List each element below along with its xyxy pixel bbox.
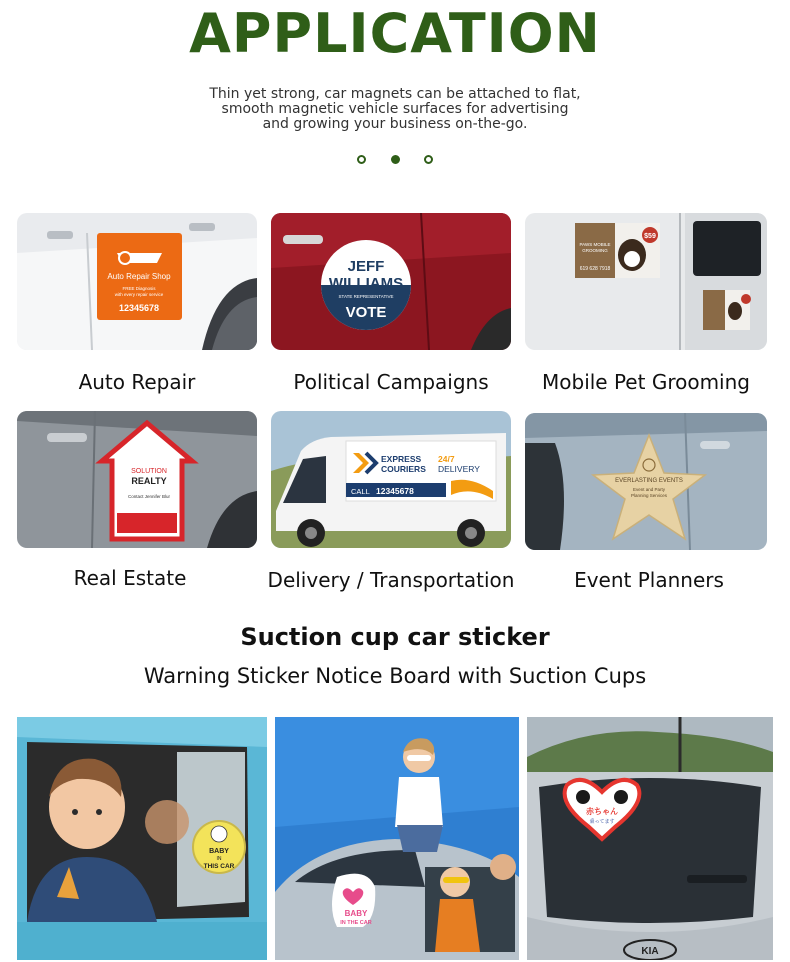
delivery-sign-line1: EXPRESS [381,454,422,464]
event-sign-sub1: Event and Party [632,487,666,492]
auto-repair-sign-title: Auto Repair Shop [107,272,171,281]
real-estate-sign-line1: SOLUTION [131,468,167,475]
photo2-sign-line2: IN THE CAR [340,920,372,926]
delivery-sign-tag2: DELIVERY [438,464,480,474]
delivery-sign-tag1: 24/7 [438,454,455,464]
political-sign-name2: WILLIAMS [328,275,404,292]
mobile-pet-grooming-image [525,213,767,350]
delivery-sign-call: CALL [351,487,370,496]
caption-real-estate: Real Estate [73,566,187,590]
event-sign-title: EVERLASTING EVENTS [615,478,683,484]
political-sign-cta: VOTE [345,304,387,321]
photo1-sign-line1: BABY [209,848,229,855]
subtitle-line: and growing your business on-the-go. [262,116,528,132]
caption-political-campaigns: Political Campaigns [293,370,489,394]
subtitle-line: smooth magnetic vehicle surfaces for advertising [221,101,569,117]
suction-section-title: Suction cup car sticker [240,623,550,651]
auto-repair-sign-line1: FREE Diagnosis [122,286,156,291]
event-planners-image [525,413,767,550]
delivery-transportation-image [271,411,511,548]
delivery-sign-phone: 12345678 [376,486,414,496]
real-estate-image [17,411,257,548]
photo2-sign-line1: BABY [344,909,368,918]
pet-sign-price: $59 [644,233,656,240]
carousel-dots [0,151,790,169]
subtitle-line: Thin yet strong, car magnets can be attached to flat, [209,86,581,102]
suction-section-subtitle: Warning Sticker Notice Board with Suction Cups [143,664,647,688]
photo3-sign-line1: 赤ちゃん [586,807,618,816]
caption-mobile-pet-grooming: Mobile Pet Grooming [542,370,750,394]
carousel-dot-1[interactable] [357,155,366,164]
page-subtitle [0,87,790,132]
political-sign-name1: JEFF [347,258,385,275]
photo1-sign-line3: THIS CAR [203,863,235,870]
pet-sign-brand2: GROOMING [582,248,608,253]
suction-photo-kia-rear [527,717,773,960]
auto-repair-sign-line2: with every repair service [114,292,164,297]
pet-sign-brand1: PAWS MOBILE [579,242,611,247]
photo3-car-brand: KIA [641,946,659,957]
real-estate-sign-line2: REALTY [131,476,167,486]
auto-repair-sign-phone: 12345678 [118,303,160,313]
auto-repair-image [17,213,257,350]
pet-sign-phone: 619 628 7918 [579,266,611,272]
photo3-sign-line2: 乗ってます [589,819,615,825]
delivery-sign-line2: COURIERS [381,464,426,474]
caption-auto-repair: Auto Repair [78,370,196,394]
political-campaigns-image [271,213,511,350]
carousel-dot-2[interactable] [391,155,400,164]
real-estate-sign-contact: Contact Jennifer Blur [127,494,171,499]
caption-delivery-transportation: Delivery / Transportation [267,568,515,592]
caption-event-planners: Event Planners [574,568,724,592]
suction-photo-boy-window [17,717,267,960]
page-title: APPLICATION [189,2,601,65]
political-sign-role: STATE REPRESENTATIVE [338,294,394,299]
photo1-sign-line2: IN [216,856,222,862]
suction-photo-kids-car [275,717,519,960]
carousel-dot-3[interactable] [424,155,433,164]
event-sign-sub2: Planning Services [630,493,668,498]
